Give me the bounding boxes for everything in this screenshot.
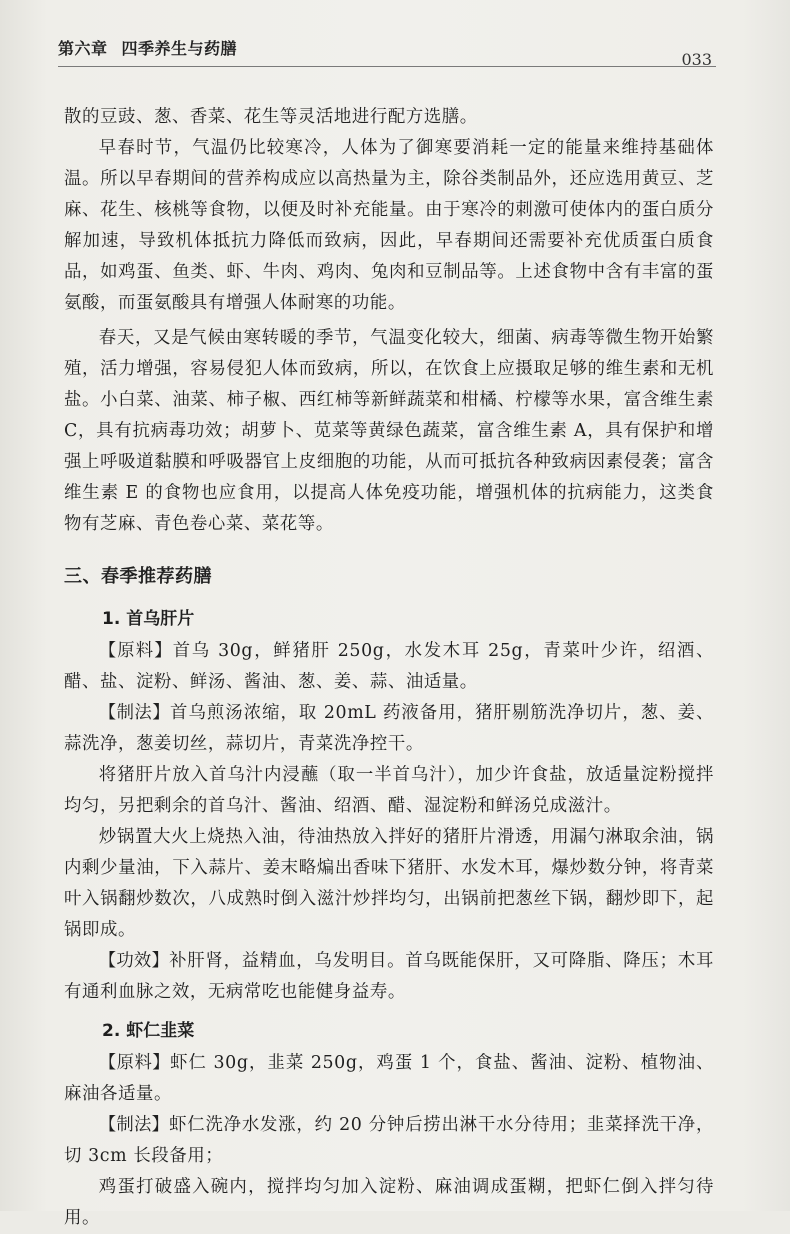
effect-label: 【功效】: [98, 951, 170, 971]
paragraph: 春天，又是气候由寒转暖的季节，气温变化较大，细菌、病毒等微生物开始繁殖，活力增强，容易侵犯人体而致病，所以，在饮食上应摄取足够的维生素和无机盐。小白菜、油菜、柿子椒、西红柿等新鲜蔬菜和柑橘、柠檬等水果，富含维生素 C，具有抗病毒功效；胡萝卜、苋菜等黄绿色蔬菜，富含维生素 A，具有保护和增强上呼吸道黏膜和呼吸器官上皮细胞的功能，从而可抵抗各种致病因素侵袭；富含维生素 E 的食物也应食用，以提高人体免疫功能，增强机体的抗病能力，这类食物有芝麻、青色卷心菜、菜花等。: [64, 328, 714, 534]
ingredients-label: 【原料】: [98, 1053, 171, 1073]
recipe-ingredients: [64, 1048, 714, 1110]
ingredients-text: 首乌 30g，鲜猪肝 250g，水发木耳 25g，青菜叶少许，绍酒、醋、盐、淀粉、鲜汤、酱油、葱、姜、蒜、油适量。: [64, 641, 714, 692]
method-label: 【制法】: [98, 703, 171, 723]
chapter-title: 四季养生与药膳: [121, 39, 238, 58]
method-text: 虾仁洗净水发涨，约 20 分钟后捞出淋干水分待用；韭菜择洗干净，切 3cm 长段备用；: [64, 1115, 714, 1166]
paragraph: 散的豆豉、葱、香菜、花生等灵活地进行配方选膳。: [64, 107, 478, 127]
effect-text: 补肝肾，益精血，乌发明目。首乌既能保肝，又可降脂、降压；木耳有通利血脉之效，无病常吃也能健身益寿。: [64, 951, 714, 1002]
running-head: [58, 36, 237, 59]
ingredients-label: 【原料】: [98, 641, 173, 661]
method-text: 首乌煎汤浓缩，取 20mL 药液备用，猪肝剔筋洗净切片，葱、姜、蒜洗净，葱姜切丝，蒜切片，青菜洗净控干。: [64, 703, 714, 754]
section-heading: 三、春季推荐药膳: [64, 566, 212, 587]
recipe-ingredients: [64, 636, 714, 698]
recipe-method: [64, 698, 714, 760]
paragraph: 早春时节，气温仍比较寒冷，人体为了御寒要消耗一定的能量来维持基础体温。所以早春期间的营养构成应以高热量为主，除谷类制品外，还应选用黄豆、芝麻、花生、核桃等食物，以便及时补充能量。由于寒冷的刺激可使体内的蛋白质分解加速，导致机体抵抗力降低而致病，因此，早春期间还需要补充优质蛋白质食品，如鸡蛋、鱼类、虾、牛肉、鸡肉、兔肉和豆制品等。上述食物中含有丰富的蛋氨酸，而蛋氨酸具有增强人体耐寒的功能。: [64, 138, 714, 313]
recipe-title: 2. 虾仁韭菜: [102, 1021, 195, 1041]
recipe-effect: [64, 946, 714, 1008]
recipe-title: 1. 首乌肝片: [102, 609, 195, 629]
page-body: [64, 102, 714, 1234]
ingredients-text: 虾仁 30g，韭菜 250g，鸡蛋 1 个，食盐、酱油、淀粉、植物油、麻油各适量。: [64, 1053, 714, 1104]
method-label: 【制法】: [98, 1115, 170, 1135]
recipe-method: [64, 1110, 714, 1172]
header-rule: [58, 66, 716, 67]
recipe-step: 鸡蛋打破盛入碗内，搅拌均匀加入淀粉、麻油调成蛋糊，把虾仁倒入拌匀待用。: [64, 1177, 714, 1228]
chapter-number: 第六章: [58, 39, 108, 58]
recipe-step: 炒锅置大火上烧热入油，待油热放入拌好的猪肝片滑透，用漏勺淋取余油，锅内剩少量油，下入蒜片、姜末略煸出香味下猪肝、水发木耳，爆炒数分钟，将青菜叶入锅翻炒数次，八成熟时倒入滋汁炒拌均匀，出锅前把葱丝下锅，翻炒即下，起锅即成。: [64, 827, 714, 940]
page-number: 033: [681, 50, 712, 69]
recipe-step: 将猪肝片放入首乌汁内浸蘸（取一半首乌汁），加少许食盐，放适量淀粉搅拌均匀，另把剩余的首乌汁、酱油、绍酒、醋、湿淀粉和鲜汤兑成滋汁。: [64, 765, 714, 816]
